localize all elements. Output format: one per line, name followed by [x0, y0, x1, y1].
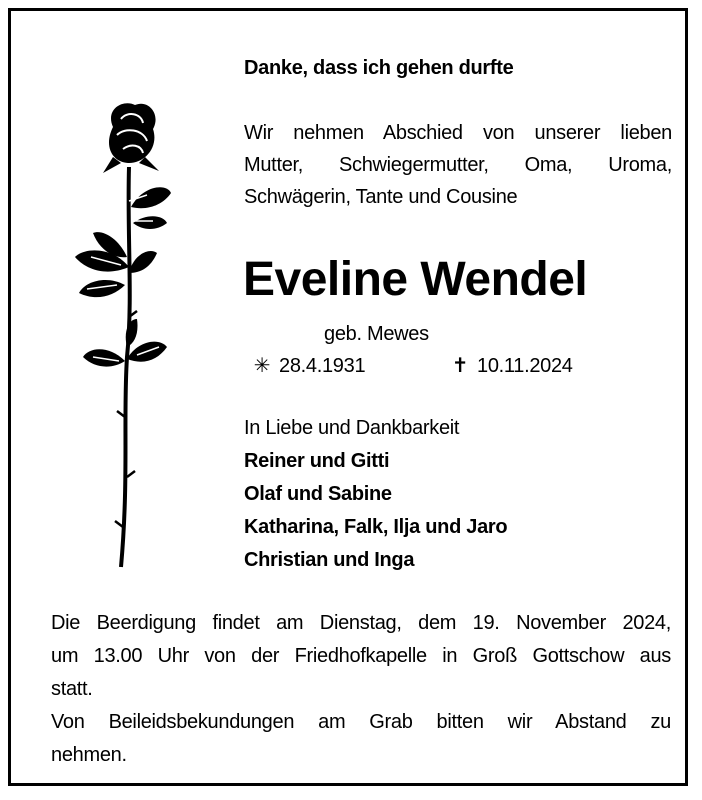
rose-icon [63, 97, 183, 577]
cross-icon: ✝ [451, 355, 469, 377]
death-date: 10.11.2024 [477, 355, 573, 377]
intro-line: Mutter, Schwiegermutter, Oma, Uroma, [244, 154, 672, 176]
funeral-line: statt. [51, 678, 93, 700]
intro-text [244, 117, 672, 213]
mourners-intro: In Liebe und Dankbarkeit [244, 417, 460, 439]
funeral-notice [51, 607, 671, 772]
funeral-line: Von Beileidsbekundungen am Grab bitten wir Abstand zu [51, 711, 671, 733]
funeral-line: Die Beerdigung findet am Dienstag, dem 19. November 2024, [51, 612, 671, 634]
mourner-name: Christian und Inga [244, 549, 415, 571]
mourner-name: Olaf und Sabine [244, 483, 392, 505]
mourners-block [244, 412, 507, 577]
mourner-name: Katharina, Falk, Ilja und Jaro [244, 516, 508, 538]
mourner-name: Reiner und Gitti [244, 450, 390, 472]
obituary-frame [8, 8, 688, 786]
intro-line: Schwägerin, Tante und Cousine [244, 186, 518, 208]
funeral-line: nehmen. [51, 744, 127, 766]
birth-date-group [251, 351, 365, 382]
deceased-name: Eveline Wendel [243, 253, 588, 306]
birth-star-icon: ✳ [253, 355, 271, 377]
intro-line: Wir nehmen Abschied von unserer lieben [244, 122, 672, 144]
birth-date: 28.4.1931 [279, 355, 366, 377]
motto: Danke, dass ich gehen durfte [244, 57, 514, 79]
death-date-group [449, 351, 573, 382]
maiden-name: geb. Mewes [324, 323, 429, 345]
funeral-line: um 13.00 Uhr von der Friedhofkapelle in Groß Gottschow aus [51, 645, 671, 667]
